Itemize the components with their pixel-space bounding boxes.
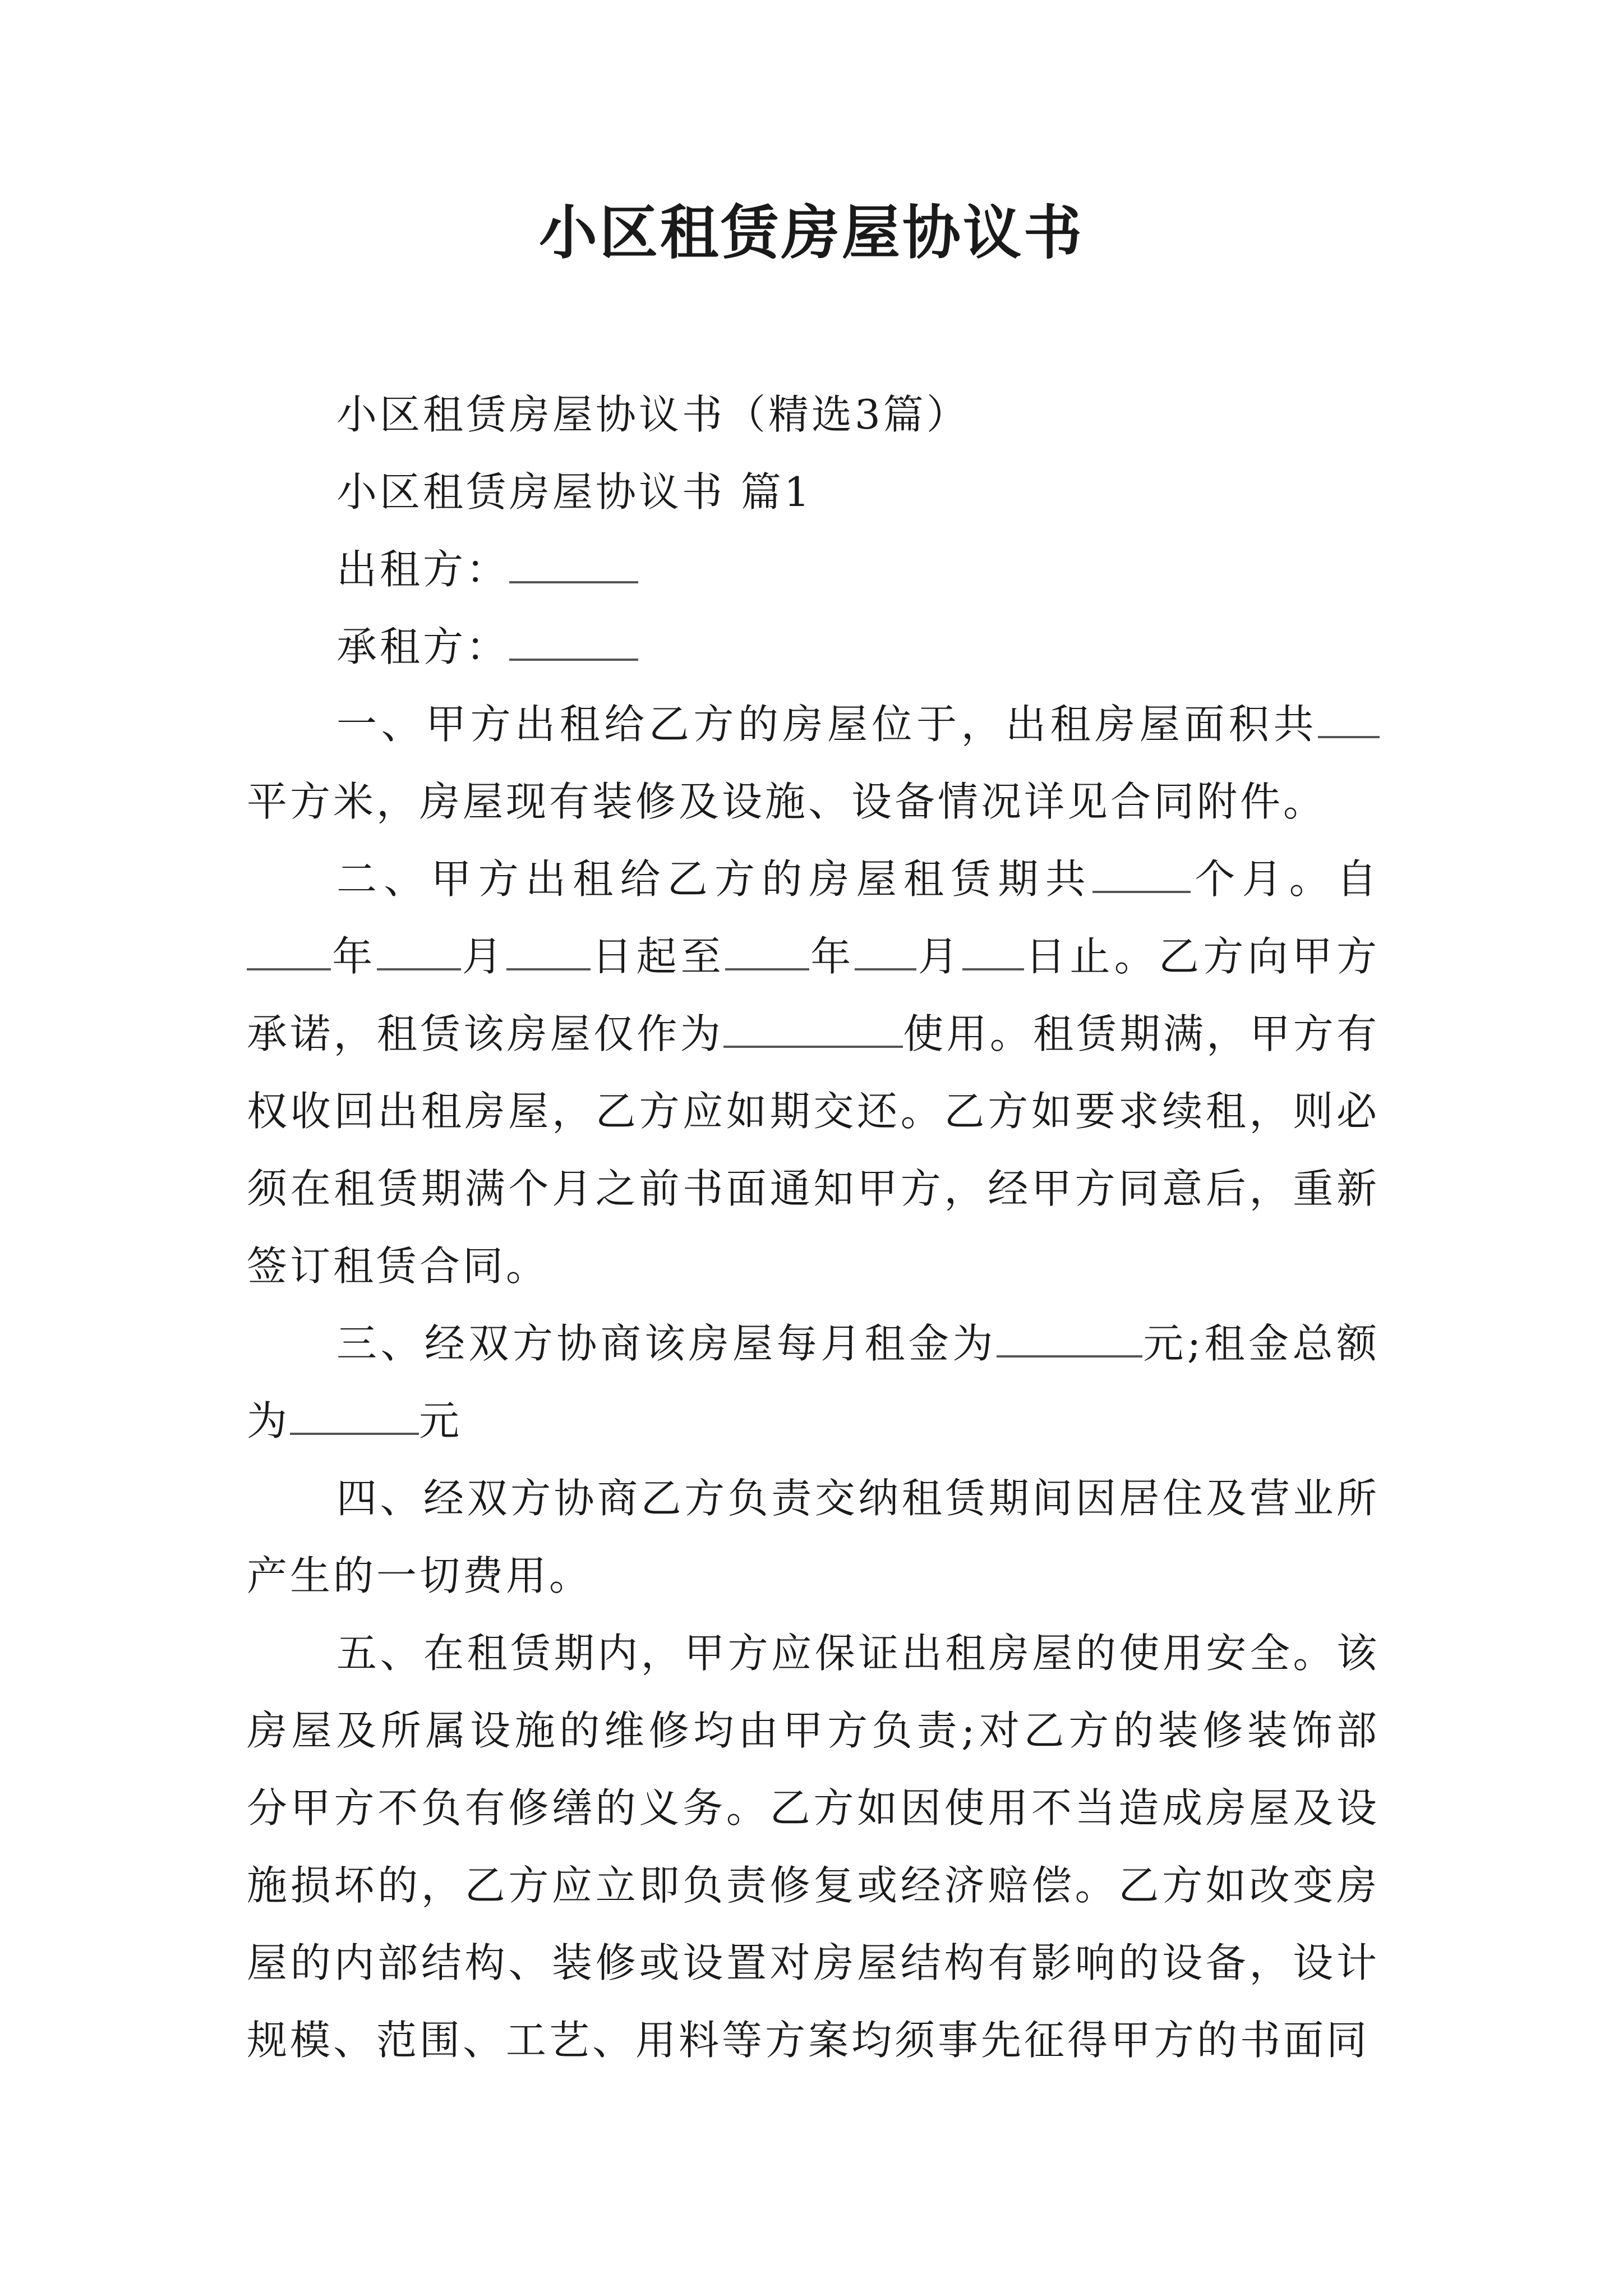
clause-2-year: 年	[331, 933, 377, 980]
clause-2-until: 日起至	[591, 933, 725, 980]
purpose-blank	[723, 1012, 903, 1048]
start-day-blank	[506, 935, 591, 970]
clause-3-unit: 元	[419, 1397, 463, 1444]
lessee-label: 承租方：	[336, 623, 510, 670]
subtitle: 小区租赁房屋协议书（精选3篇）	[336, 391, 970, 438]
months-blank	[1092, 857, 1191, 893]
clause-3	[247, 1305, 1380, 1460]
clause-2	[247, 840, 1380, 1305]
clause-2-text-end: 使用。租赁期满，甲方有权收回出租房屋，乙方应如期交还。乙方如要求续租，则必须在租赁期满个月之前书面通知甲方，经甲方同意后，重新签订租赁合同。	[247, 1010, 1380, 1290]
total-rent-blank	[290, 1399, 419, 1435]
end-year-blank	[725, 935, 809, 970]
area-blank	[1318, 702, 1380, 738]
clause-2-text-from: 个月。自	[1190, 855, 1380, 903]
clause-2-purpose: 日止。乙方向甲方承诺，租赁该房屋仅作为	[247, 933, 1380, 1057]
clause-1	[247, 685, 1380, 840]
monthly-rent-blank	[997, 1322, 1142, 1358]
lessor-line	[247, 531, 1380, 608]
clause-2-end-month: 月	[916, 933, 962, 980]
end-month-blank	[855, 935, 916, 970]
document-body	[247, 376, 1380, 2079]
clause-4: 四、经双方协商乙方负责交纳租赁期间因居住及营业所产生的一切费用。	[247, 1475, 1380, 1599]
document-title: 小区租赁房屋协议书	[538, 198, 1084, 267]
clause-3-text: 三、经双方协商该房屋每月租金为	[336, 1320, 997, 1367]
lessee-line	[247, 608, 1380, 685]
start-year-blank	[247, 935, 331, 970]
lessor-label: 出租方：	[336, 546, 510, 593]
clause-2-text: 二、甲方出租给乙方的房屋租赁期共	[336, 855, 1092, 903]
clause-1-text-end: 平方米，房屋现有装修及设施、设备情况详见合同附件。	[247, 778, 1327, 825]
clause-2-month: 月	[460, 933, 506, 980]
start-month-blank	[377, 935, 461, 970]
clause-3-total: 元;租金总额为	[247, 1320, 1380, 1444]
lessee-blank	[509, 625, 638, 661]
clause-2-end-year: 年	[809, 933, 855, 980]
end-day-blank	[962, 935, 1024, 970]
lessor-blank	[509, 547, 638, 583]
section-heading: 小区租赁房屋协议书 篇1	[336, 468, 813, 516]
clause-5: 五、在租赁期内，甲方应保证出租房屋的使用安全。该房屋及所属设施的维修均由甲方负责;对乙方的装修装饰部分甲方不负有修缮的义务。乙方如因使用不当造成房屋及设施损坏的，乙方应立即负责修复或经济赔偿。乙方如改变房屋的内部结构、装修或设置对房屋结构有影响的设备，设计规模、范围、工艺、用料等方案均须事先征得甲方的书面同	[247, 1630, 1380, 2064]
clause-1-text: 一、甲方出租给乙方的房屋位于，出租房屋面积共	[336, 701, 1318, 748]
